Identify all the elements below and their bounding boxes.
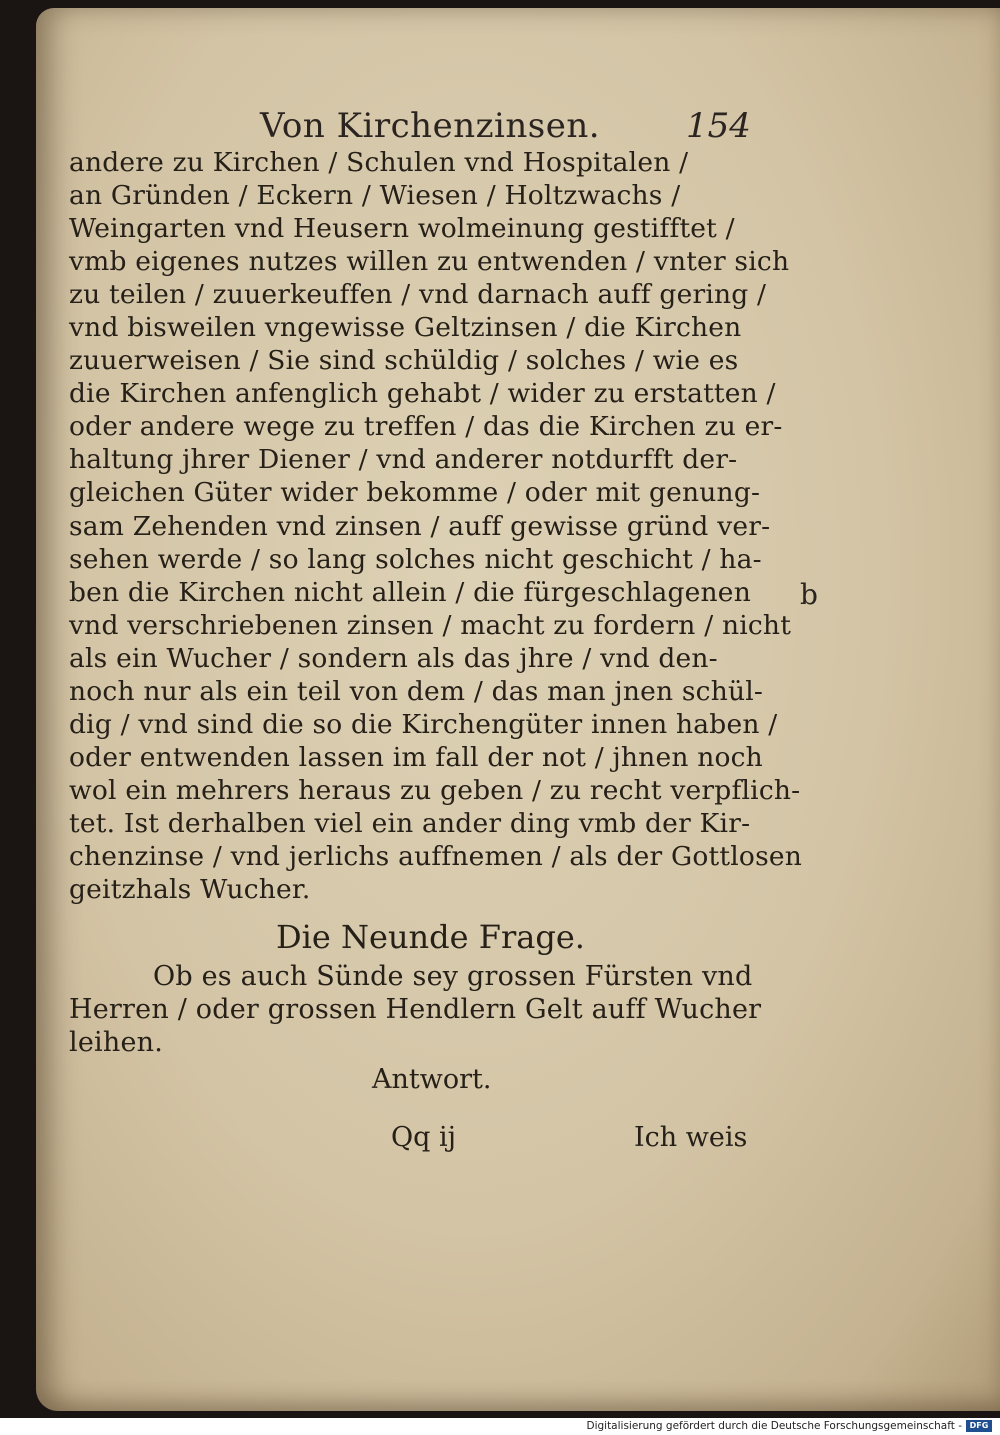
text-line: oder entwenden lassen im fall der not / jhnen noch [69,741,763,773]
running-head: Von Kirchenzinsen. [260,106,601,146]
text-line: Herren / oder grossen Hendlern Gelt auff Wucher [69,994,762,1026]
text-line: dig / vnd sind die so die Kirchengüter innen haben / [69,708,778,740]
page-number: 154 [686,106,751,146]
answer-label: Antwort. [372,1064,492,1095]
text-line: haltung jhrer Diener / vnd anderer notdurfft der- [69,444,738,476]
text-line: tet. Ist derhalben viel ein ander ding vmb der Kir- [69,807,751,839]
dfg-logo: DFG [966,1420,992,1432]
text-line: noch nur als ein teil von dem / das man jnen schül- [69,675,764,707]
text-line: vnd bisweilen vngewisse Geltzinsen / die Kirchen [69,312,742,344]
text-line: oder andere wege zu treffen / das die Kirchen zu er- [69,411,783,443]
section-heading: Die Neunde Frage. [276,918,585,956]
text-line: die Kirchen anfenglich gehabt / wider zu erstatten / [69,378,776,410]
text-line: zu teilen / zuuerkeuffen / vnd darnach auff gering / [69,279,767,311]
text-line: vnd verschriebenen zinsen / macht zu fordern / nicht [69,609,792,641]
text-line: sam Zehenden vnd zinsen / auff gewisse gründ ver- [69,510,771,542]
catchword: Ich weis [634,1122,748,1153]
signature-mark: Qq ij [391,1122,457,1153]
page-content [36,8,1000,1411]
text-line: als ein Wucher / sondern als das jhre / vnd den- [69,642,718,674]
text-line: sehen werde / so lang solches nicht geschicht / ha- [69,543,762,575]
text-line: an Gründen / Eckern / Wiesen / Holtzwachs / [69,180,681,212]
text-line: zuuerweisen / Sie sind schüldig / solches / wie es [69,345,739,377]
footer-bar [0,1418,1000,1435]
text-line: andere zu Kirchen / Schulen vnd Hospitalen / [69,147,689,178]
text-line: geitzhals Wucher. [69,874,311,906]
text-line: vmb eigenes nutzes willen zu entwenden / vnter sich [69,246,790,278]
body-text [69,146,803,906]
text-line: Weingarten vnd Heusern wolmeinung gestifftet / [69,213,735,245]
text-line: wol ein mehrers heraus zu geben / zu recht verpflich- [69,774,801,806]
text-line: chenzinse / vnd jerlichs auffnemen / als der Gottlosen [69,840,803,872]
text-line: gleichen Güter wider bekomme / oder mit genung- [69,477,761,509]
book-page [36,8,1000,1411]
text-line: Ob es auch Sünde sey grossen Fürsten vnd [153,961,753,992]
margin-mark: b [800,578,818,611]
footer-text: Digitalisierung gefördert durch die Deutsche Forschungsgemeinschaft - [586,1420,962,1432]
question-paragraph [69,960,799,1059]
text-line: ben die Kirchen nicht allein / die fürgeschlagenen [69,576,751,608]
text-line: leihen. [69,1027,163,1059]
